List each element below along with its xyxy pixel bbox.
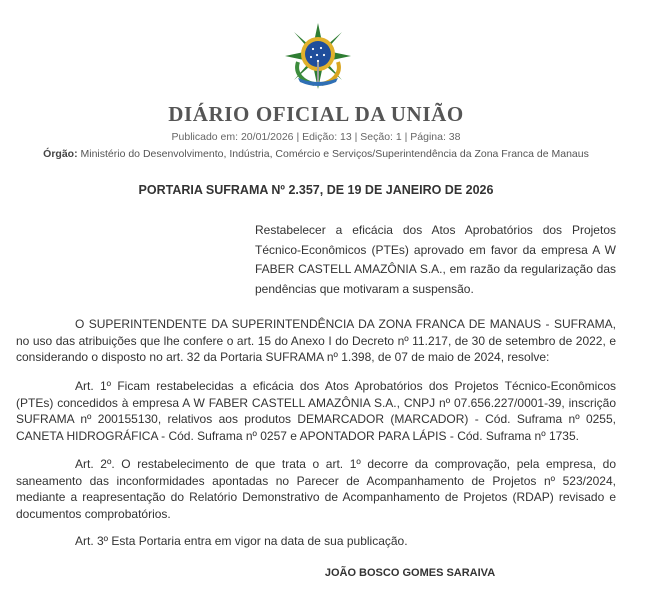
ementa: Restabelecer a eficácia dos Atos Aprobatórios dos Projetos Técnico-Econômicos (PTEs) aprovado em favor da empresa A W FABER CASTELL AMAZÔNIA S.A., em razão da regularização das pendências que motivaram a suspensão. [255, 223, 616, 296]
orgao-line [0, 148, 632, 160]
article-2-paragraph: Art. 2º. O restabelecimento de que trata o art. 1º decorre da comprovação, pela empresa, do saneamento das inconformidades apontadas no Parecer de Acompanhamento de Projetos nº 523/2024, mediante a reapresentação do Relatório Demonstrativo de Acompanhamento de Projetos (RDAP) revisado e documentos comprobatórios. [16, 457, 616, 521]
signature: JOÃO BOSCO GOMES SARAIVA [324, 567, 496, 579]
orgao-label: Órgão: [43, 148, 78, 160]
article-1-paragraph: Art. 1º Ficam restabelecidas a eficácia dos Atos Aprobatórios dos Projetos Técnico-Econômicos (PTEs) concedidos à empresa A W FABER CASTELL AMAZÔNIA S.A., CNPJ nº 07.656.227/0001-39, inscrição SUFRAMA nº 200155130, relativos aos produtos DEMARCADOR (MARCADOR) - Cód. Suframa nº 0255, CANETA HIDROGRÁFICA - Cód. Suframa nº 0257 e APONTADOR PARA LÁPIS - Cód. Suframa nº 1735. [16, 379, 616, 443]
publication-info: Publicado em: 20/01/2026 | Edição: 13 | Seção: 1 | Página: 38 [171, 131, 461, 143]
preamble-paragraph: O SUPERINTENDENTE DA SUPERINTENDÊNCIA DA ZONA FRANCA DE MANAUS - SUFRAMA, no uso das atribuições que lhe confere o art. 15 do Anexo I do Decreto nº 11.217, de 30 de setembro de 2022, e considerando o disposto no art. 32 da Portaria SUFRAMA nº 1.398, de 07 de maio de 2024, resolve: [16, 317, 616, 364]
article-3-paragraph: Art. 3º Esta Portaria entra em vigor na data de sua publicação. [75, 534, 408, 548]
act-title: PORTARIA SUFRAMA Nº 2.357, DE 19 DE JANEIRO DE 2026 [138, 183, 494, 197]
gazette-title: DIÁRIO OFICIAL DA UNIÃO [168, 102, 464, 126]
orgao-value: Ministério do Desenvolvimento, Indústria, Comércio e Serviços/Superintendência da Zona Franca de Manaus [80, 148, 589, 160]
brazil-coat-of-arms-icon [284, 22, 352, 90]
